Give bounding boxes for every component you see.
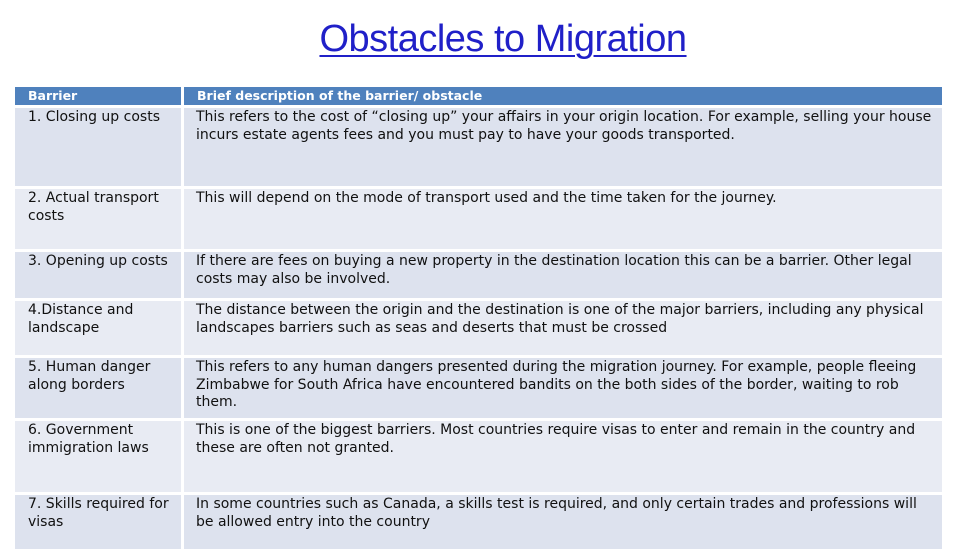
description-cell: This will depend on the mode of transport used and the time taken for the journey.	[184, 186, 942, 249]
page-title: Obstacles to Migration	[319, 18, 687, 60]
table-row	[15, 105, 942, 186]
table-row	[15, 186, 942, 249]
table-row	[15, 249, 942, 298]
description-cell: This refers to any human dangers presented during the migration journey. For example, people fleeing Zimbabwe for South Africa have encountered bandits on the both sides of the border, waiting to rob them.	[184, 355, 942, 418]
barrier-cell: 1. Closing up costs	[15, 105, 181, 186]
description-cell: In some countries such as Canada, a skills test is required, and only certain trades and professions will be allowed entry into the country	[184, 492, 942, 549]
table-row	[15, 355, 942, 418]
barrier-cell: 3. Opening up costs	[15, 249, 181, 298]
column-header-description: Brief description of the barrier/ obstacle	[184, 87, 942, 105]
description-cell: If there are fees on buying a new property in the destination location this can be a barrier. Other legal costs may also be involved.	[184, 249, 942, 298]
description-cell: This refers to the cost of “closing up” your affairs in your origin location. For example, selling your house incurs estate agents fees and you must pay to have your goods transported.	[184, 105, 942, 186]
table-row	[15, 418, 942, 492]
barrier-cell: 7. Skills required for visas	[15, 492, 181, 549]
table-header-row	[15, 87, 942, 105]
column-header-barrier: Barrier	[15, 87, 181, 105]
barriers-table	[12, 87, 945, 549]
barrier-cell: 2. Actual transport costs	[15, 186, 181, 249]
description-cell: The distance between the origin and the destination is one of the major barriers, including any physical landscapes barriers such as seas and deserts that must be crossed	[184, 298, 942, 355]
table-row	[15, 492, 942, 549]
barrier-cell: 6. Government immigration laws	[15, 418, 181, 492]
description-cell: This is one of the biggest barriers. Most countries require visas to enter and remain in the country and these are often not granted.	[184, 418, 942, 492]
barrier-cell: 4.Distance and landscape	[15, 298, 181, 355]
table-row	[15, 298, 942, 355]
barrier-cell: 5. Human danger along borders	[15, 355, 181, 418]
